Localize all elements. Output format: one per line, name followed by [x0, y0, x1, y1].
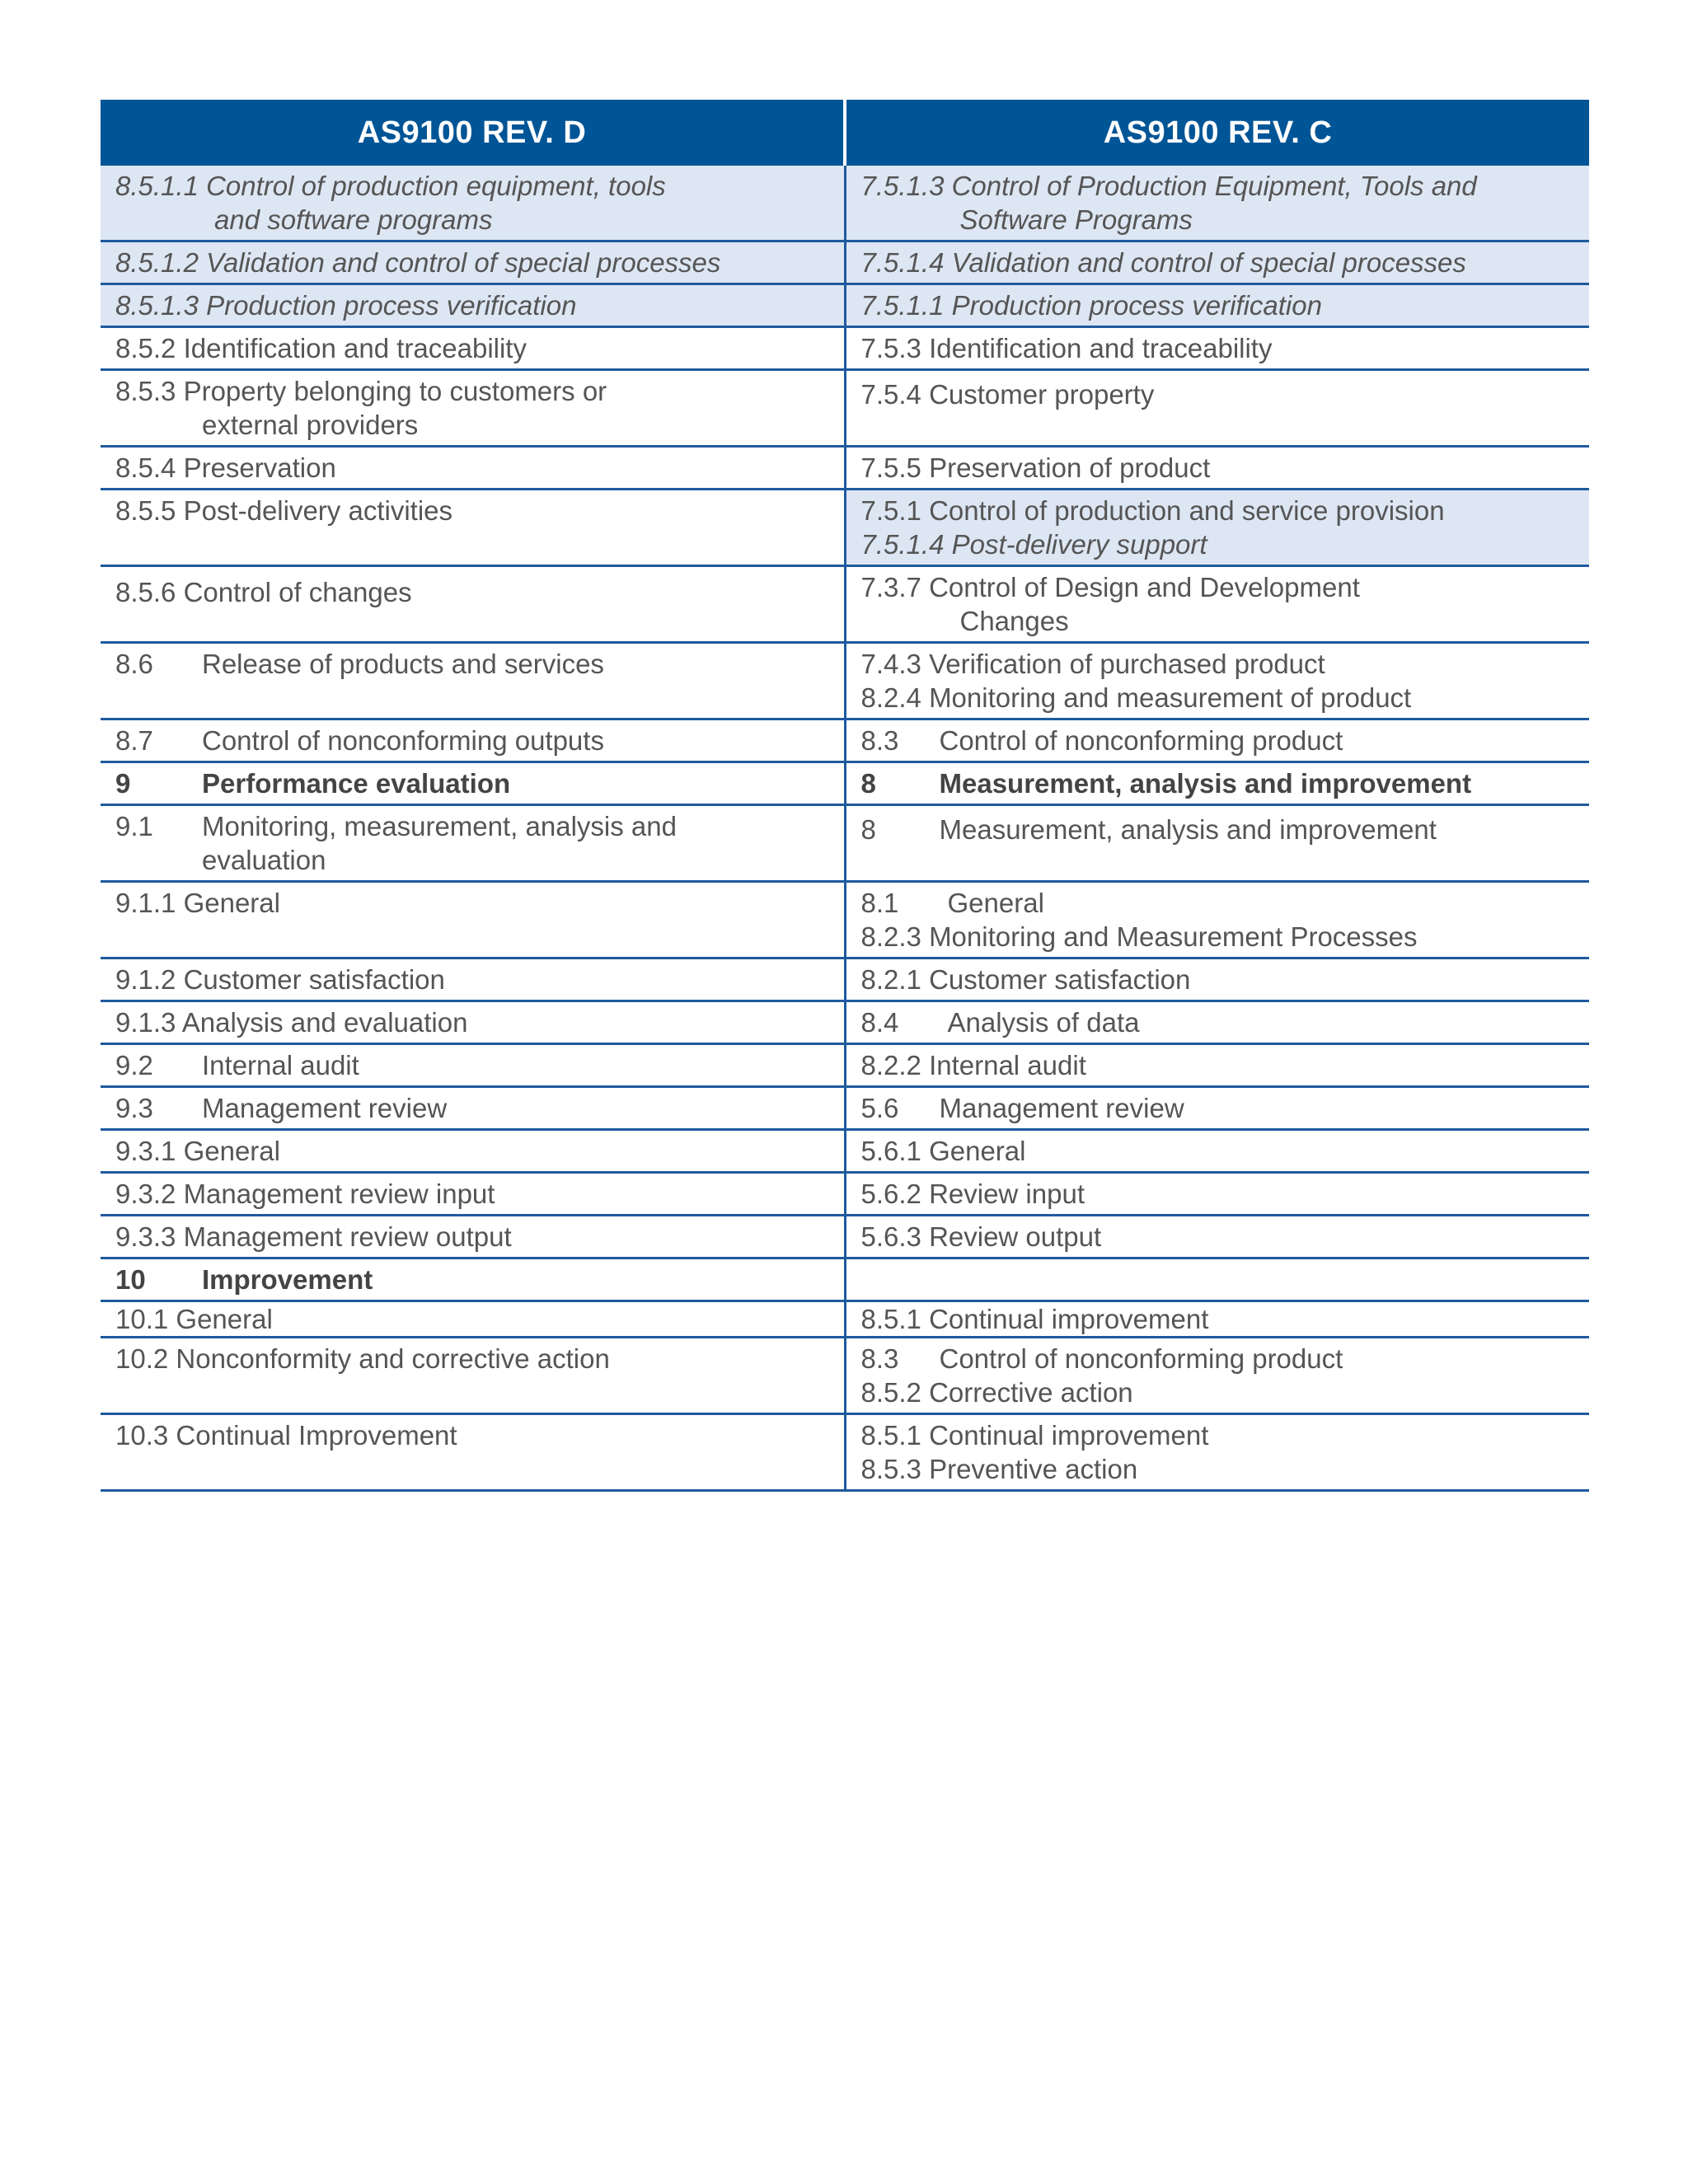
- table-row: [101, 1001, 1589, 1044]
- rev-d-cell: 9.3 Management review: [101, 1087, 845, 1130]
- table-row: [101, 327, 1589, 370]
- rev-c-cell: 8.4 Analysis of data: [845, 1001, 1589, 1044]
- rev-d-cell: 10.2 Nonconformity and corrective action: [101, 1338, 845, 1414]
- table-row: [101, 958, 1589, 1001]
- rev-d-cell: 8.5.3 Property belonging to customers or external providers: [101, 370, 845, 447]
- rev-c-cell: 8 Measurement, analysis and improvement: [845, 762, 1589, 805]
- rev-c-cell: 7.5.1.4 Validation and control of special processes: [845, 241, 1589, 284]
- rev-c-cell: 7.5.1.1 Production process verification: [845, 284, 1589, 327]
- rev-c-cell: 8 Measurement, analysis and improvement: [845, 805, 1589, 882]
- rev-c-cell: 7.4.3 Verification of purchased product 8.2.4 Monitoring and measurement of product: [845, 643, 1589, 719]
- table-row: [101, 643, 1589, 719]
- table-row: [101, 719, 1589, 762]
- table-row: [101, 1338, 1589, 1414]
- rev-d-cell: 9.3.2 Management review input: [101, 1173, 845, 1216]
- rev-c-cell: 7.5.3 Identification and traceability: [845, 327, 1589, 370]
- header-rev-d: AS9100 REV. D: [101, 100, 845, 166]
- rev-d-cell: 9.2 Internal audit: [101, 1044, 845, 1087]
- header-rev-c: AS9100 REV. C: [845, 100, 1589, 166]
- rev-d-cell: 9 Performance evaluation: [101, 762, 845, 805]
- rev-c-cell: 7.5.1 Control of production and service provision 7.5.1.4 Post-delivery support: [845, 490, 1589, 566]
- table-row: [101, 882, 1589, 958]
- rev-d-cell: 9.1 Monitoring, measurement, analysis and evaluation: [101, 805, 845, 882]
- rev-c-cell: 5.6.3 Review output: [845, 1216, 1589, 1258]
- table-row: [101, 241, 1589, 284]
- table-row: [101, 1087, 1589, 1130]
- rev-c-cell: 8.5.1 Continual improvement: [845, 1301, 1589, 1338]
- rev-c-cell: 7.5.5 Preservation of product: [845, 447, 1589, 490]
- rev-d-cell: 8.7 Control of nonconforming outputs: [101, 719, 845, 762]
- table-row: [101, 1258, 1589, 1301]
- table-header-row: [101, 100, 1589, 166]
- table-row: [101, 490, 1589, 566]
- rev-d-cell: 8.5.1.2 Validation and control of special processes: [101, 241, 845, 284]
- rev-c-cell: 8.2.1 Customer satisfaction: [845, 958, 1589, 1001]
- rev-c-cell: 5.6.2 Review input: [845, 1173, 1589, 1216]
- table-row: [101, 370, 1589, 447]
- rev-d-cell: 8.5.2 Identification and traceability: [101, 327, 845, 370]
- rev-d-cell: 10.1 General: [101, 1301, 845, 1338]
- rev-d-cell: 8.5.5 Post-delivery activities: [101, 490, 845, 566]
- table-row: [101, 447, 1589, 490]
- rev-d-cell: 8.5.6 Control of changes: [101, 566, 845, 643]
- rev-c-cell: 8.5.1 Continual improvement 8.5.3 Preventive action: [845, 1414, 1589, 1491]
- rev-c-cell: 8.1 General 8.2.3 Monitoring and Measurement Processes: [845, 882, 1589, 958]
- rev-c-cell: 8.3 Control of nonconforming product: [845, 719, 1589, 762]
- table-row: [101, 762, 1589, 805]
- rev-c-cell: 7.3.7 Control of Design and Development Changes: [845, 566, 1589, 643]
- table-row: [101, 284, 1589, 327]
- rev-c-cell: 7.5.4 Customer property: [845, 370, 1589, 447]
- table-row: [101, 566, 1589, 643]
- table-row: [101, 1216, 1589, 1258]
- rev-d-cell: 8.5.4 Preservation: [101, 447, 845, 490]
- rev-d-cell: 9.1.3 Analysis and evaluation: [101, 1001, 845, 1044]
- table-row: [101, 1301, 1589, 1338]
- rev-d-cell: 10.3 Continual Improvement: [101, 1414, 845, 1491]
- cross-reference-table: [101, 100, 1589, 1492]
- rev-c-cell: [845, 1258, 1589, 1301]
- rev-d-cell: 8.5.1.1 Control of production equipment, tools and software programs: [101, 166, 845, 241]
- rev-d-cell: 8.5.1.3 Production process verification: [101, 284, 845, 327]
- rev-d-cell: 10 Improvement: [101, 1258, 845, 1301]
- table-row: [101, 805, 1589, 882]
- table-row: [101, 166, 1589, 241]
- rev-c-cell: 5.6 Management review: [845, 1087, 1589, 1130]
- rev-d-cell: 9.3.3 Management review output: [101, 1216, 845, 1258]
- rev-c-cell: 5.6.1 General: [845, 1130, 1589, 1173]
- table-row: [101, 1173, 1589, 1216]
- rev-d-cell: 9.1.2 Customer satisfaction: [101, 958, 845, 1001]
- rev-c-cell: 7.5.1.3 Control of Production Equipment, Tools and Software Programs: [845, 166, 1589, 241]
- rev-d-cell: 8.6 Release of products and services: [101, 643, 845, 719]
- rev-c-cell: 8.2.2 Internal audit: [845, 1044, 1589, 1087]
- rev-d-cell: 9.3.1 General: [101, 1130, 845, 1173]
- rev-c-cell: 8.3 Control of nonconforming product 8.5.2 Corrective action: [845, 1338, 1589, 1414]
- table-row: [101, 1044, 1589, 1087]
- table-row: [101, 1130, 1589, 1173]
- rev-d-cell: 9.1.1 General: [101, 882, 845, 958]
- table-row: [101, 1414, 1589, 1491]
